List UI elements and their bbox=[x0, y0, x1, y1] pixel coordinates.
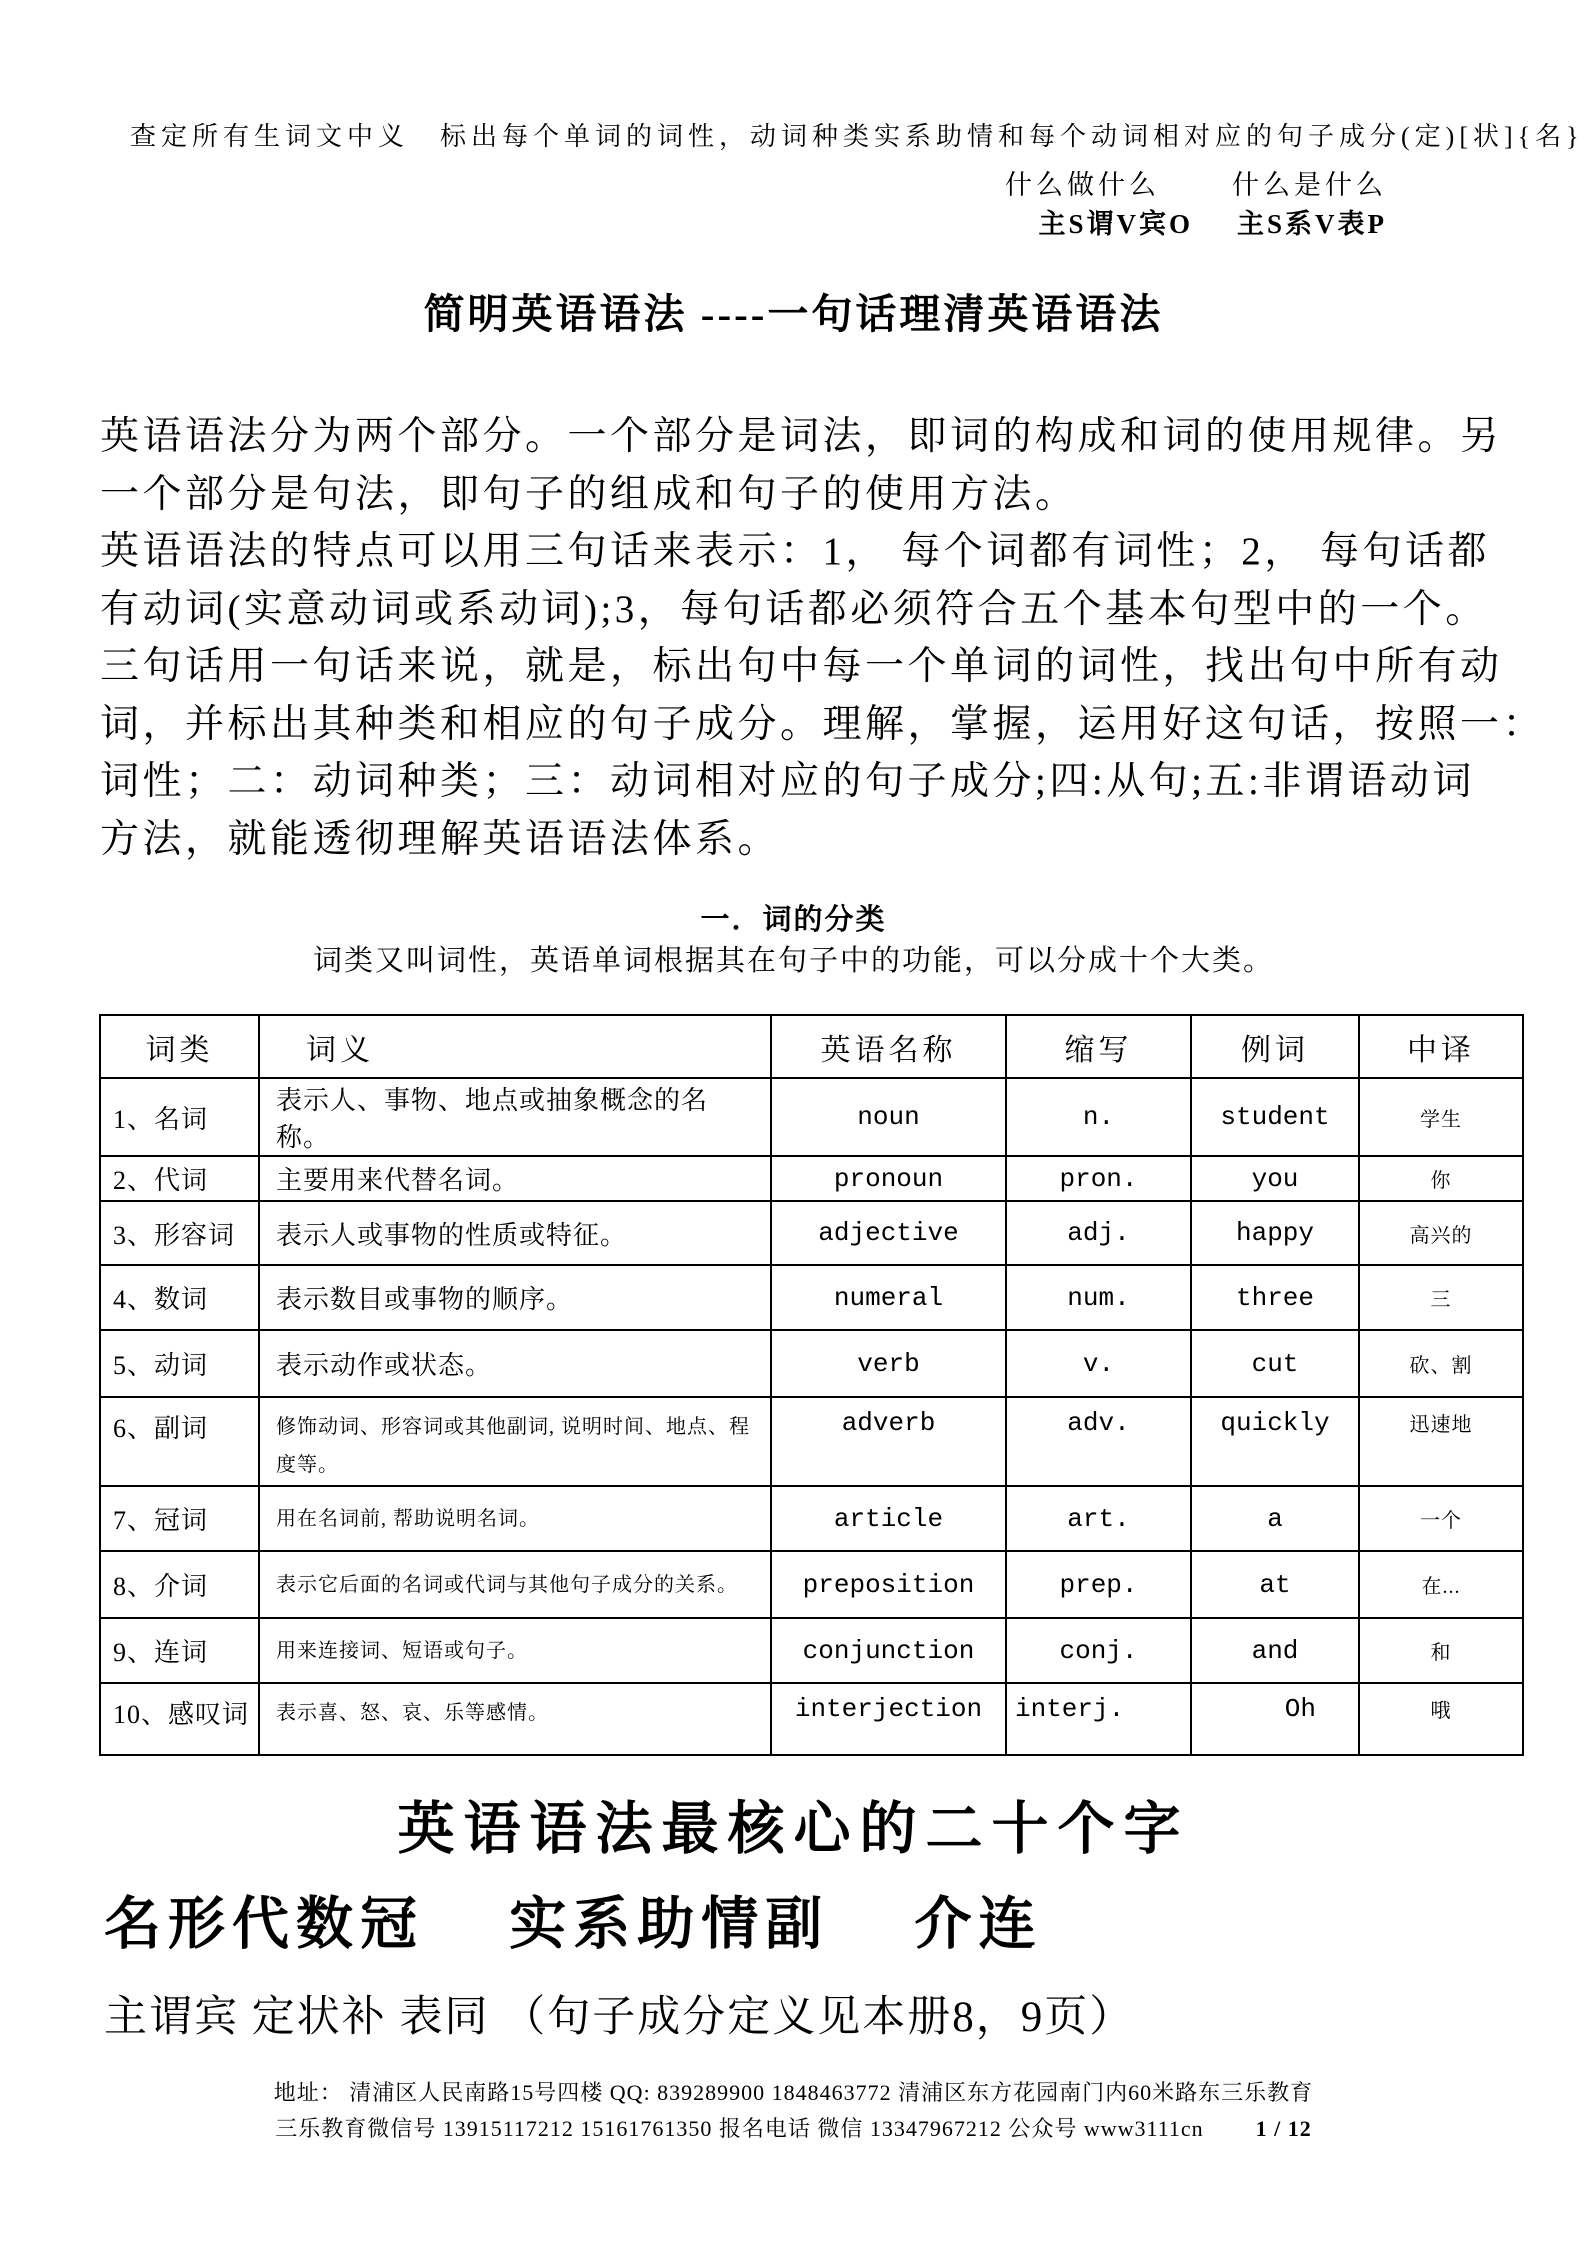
core-line-word-classes: 名形代数冠 实系助情副 介连 bbox=[104, 1893, 1043, 1956]
word-class-table bbox=[99, 1014, 1524, 1756]
cell-translation: 和 bbox=[1359, 1618, 1523, 1683]
cell-abbr: prep. bbox=[1006, 1551, 1191, 1618]
body-line: 有动词(实意动词或系动词);3，每句话都必须符合五个基本句型中的一个。 bbox=[100, 587, 1488, 631]
cell-translation: 砍、割 bbox=[1359, 1330, 1523, 1397]
cell-abbr: num. bbox=[1006, 1265, 1191, 1330]
cell-meaning: 表示动作或状态。 bbox=[259, 1330, 771, 1397]
body-line: 英语语法的特点可以用三句话来表示：1， 每个词都有词性；2， 每句话都 bbox=[100, 530, 1491, 573]
top-annotation-line1: 查定所有生词文中义 标出每个单词的词性，动词种类实系助情和每个动词相对应的句子成分(定)[状]{名} bbox=[130, 122, 1584, 151]
body-line: 词，并标出其种类和相应的句子成分。理解，掌握，运用好这句话，按照一： bbox=[100, 702, 1546, 746]
top-annotation-line2 bbox=[0, 163, 1387, 202]
cell-english: noun bbox=[771, 1078, 1006, 1156]
annotation-svp: 主S系V表P bbox=[1236, 209, 1387, 239]
cell-meaning: 表示人、事物、地点或抽象概念的名称。 bbox=[259, 1078, 771, 1156]
cell-class: 3、形容词 bbox=[100, 1201, 259, 1265]
annotation-what-does-what: 什么做什么 bbox=[1005, 170, 1160, 200]
body-line: 方法，就能透彻理解英语语法体系。 bbox=[100, 817, 781, 861]
table-row bbox=[100, 1330, 1523, 1397]
core-line-sentence-parts: 主谓宾 定状补 表同 （句子成分定义见本册8，9页） bbox=[104, 1994, 1135, 2041]
cell-translation: 高兴的 bbox=[1359, 1201, 1523, 1265]
cell-abbr: interj. bbox=[1006, 1683, 1191, 1755]
cell-english: verb bbox=[771, 1330, 1006, 1397]
core-heading: 英语语法最核心的二十个字 bbox=[397, 1798, 1190, 1861]
cell-example: happy bbox=[1191, 1201, 1359, 1265]
table-row bbox=[100, 1683, 1523, 1755]
cell-english: adverb bbox=[771, 1397, 1006, 1486]
cell-class: 4、数词 bbox=[100, 1265, 259, 1330]
cell-example: at bbox=[1191, 1551, 1359, 1618]
table-row bbox=[100, 1397, 1523, 1486]
cell-example: student bbox=[1191, 1078, 1359, 1156]
cell-translation: 学生 bbox=[1359, 1078, 1523, 1156]
cell-example: Oh bbox=[1191, 1683, 1359, 1755]
cell-abbr: adj. bbox=[1006, 1201, 1191, 1265]
cell-english: pronoun bbox=[771, 1156, 1006, 1201]
col-header-english-name: 英语名称 bbox=[771, 1015, 1006, 1078]
annotation-what-is-what: 什么是什么 bbox=[1232, 170, 1387, 200]
body-line: 一个部分是句法，即句子的组成和句子的使用方法。 bbox=[100, 472, 1078, 516]
top-annotation-line3 bbox=[0, 202, 1387, 241]
page-title: 简明英语语法 ----一句话理清英语语法 bbox=[423, 291, 1164, 337]
cell-class: 7、冠词 bbox=[100, 1486, 259, 1551]
table-row bbox=[100, 1156, 1523, 1201]
cell-english: article bbox=[771, 1486, 1006, 1551]
cell-abbr: conj. bbox=[1006, 1618, 1191, 1683]
cell-translation: 迅速地 bbox=[1359, 1397, 1523, 1486]
table-header-row bbox=[100, 1015, 1523, 1078]
cell-meaning: 修饰动词、形容词或其他副词, 说明时间、地点、程度等。 bbox=[259, 1397, 771, 1486]
cell-english: conjunction bbox=[771, 1618, 1006, 1683]
cell-english: adjective bbox=[771, 1201, 1006, 1265]
cell-abbr: v. bbox=[1006, 1330, 1191, 1397]
col-header-class: 词类 bbox=[100, 1015, 259, 1078]
intro-paragraphs bbox=[100, 408, 1546, 868]
cell-class: 8、介词 bbox=[100, 1551, 259, 1618]
col-header-abbreviation: 缩写 bbox=[1006, 1015, 1191, 1078]
footer-address-line: 地址： 清浦区人民南路15号四楼 QQ: 839289900 1848463772 清浦区东方花园南门内60米路东三乐教育 bbox=[273, 2080, 1314, 2105]
cell-class: 9、连词 bbox=[100, 1618, 259, 1683]
section-subheading: 词类又叫词性，英语单词根据其在句子中的功能，可以分成十个大类。 bbox=[312, 945, 1274, 977]
table-row bbox=[100, 1618, 1523, 1683]
footer-contact-text: 三乐教育微信号 13915117212 15161761350 报名电话 微信 13347967212 公众号 www3111cn bbox=[275, 2116, 1204, 2141]
col-header-translation: 中译 bbox=[1359, 1015, 1523, 1078]
cell-example: and bbox=[1191, 1618, 1359, 1683]
cell-example: a bbox=[1191, 1486, 1359, 1551]
cell-example: you bbox=[1191, 1156, 1359, 1201]
cell-example: quickly bbox=[1191, 1397, 1359, 1486]
cell-class: 1、名词 bbox=[100, 1078, 259, 1156]
cell-english: preposition bbox=[771, 1551, 1006, 1618]
cell-class: 5、动词 bbox=[100, 1330, 259, 1397]
table-row bbox=[100, 1201, 1523, 1265]
table-row bbox=[100, 1486, 1523, 1551]
cell-abbr: n. bbox=[1006, 1078, 1191, 1156]
cell-translation: 在... bbox=[1359, 1551, 1523, 1618]
cell-translation: 一个 bbox=[1359, 1486, 1523, 1551]
cell-translation: 哦 bbox=[1359, 1683, 1523, 1755]
cell-translation: 三 bbox=[1359, 1265, 1523, 1330]
table-row bbox=[100, 1265, 1523, 1330]
section-heading: 一．词的分类 bbox=[700, 904, 887, 936]
cell-meaning: 表示人或事物的性质或特征。 bbox=[259, 1201, 771, 1265]
cell-english: interjection bbox=[771, 1683, 1006, 1755]
body-line: 三句话用一句话来说，就是，标出句中每一个单词的词性，找出句中所有动 bbox=[100, 645, 1503, 688]
cell-meaning: 表示喜、怒、哀、乐等感情。 bbox=[259, 1683, 771, 1755]
annotation-svo: 主S谓V宾O bbox=[1038, 209, 1193, 239]
cell-example: three bbox=[1191, 1265, 1359, 1330]
cell-abbr: pron. bbox=[1006, 1156, 1191, 1201]
page-number: 1 / 12 bbox=[1255, 2116, 1312, 2141]
cell-meaning: 主要用来代替名词。 bbox=[259, 1156, 771, 1201]
cell-abbr: art. bbox=[1006, 1486, 1191, 1551]
col-header-meaning: 词义 bbox=[259, 1015, 771, 1078]
cell-english: numeral bbox=[771, 1265, 1006, 1330]
cell-meaning: 表示数目或事物的顺序。 bbox=[259, 1265, 771, 1330]
table-row bbox=[100, 1078, 1523, 1156]
table-row bbox=[100, 1551, 1523, 1618]
cell-class: 6、副词 bbox=[100, 1397, 259, 1486]
col-header-example: 例词 bbox=[1191, 1015, 1359, 1078]
cell-meaning: 用来连接词、短语或句子。 bbox=[259, 1618, 771, 1683]
cell-meaning: 表示它后面的名词或代词与其他句子成分的关系。 bbox=[259, 1551, 771, 1618]
footer-contact-line bbox=[0, 2112, 1587, 2143]
body-line: 英语语法分为两个部分。一个部分是词法，即词的构成和词的使用规律。另 bbox=[100, 415, 1503, 458]
cell-meaning: 用在名词前, 帮助说明名词。 bbox=[259, 1486, 771, 1551]
cell-abbr: adv. bbox=[1006, 1397, 1191, 1486]
body-line: 词性；二：动词种类；三：动词相对应的句子成分;四:从句;五:非谓语动词 bbox=[100, 760, 1475, 803]
cell-class: 10、感叹词 bbox=[100, 1683, 259, 1755]
cell-example: cut bbox=[1191, 1330, 1359, 1397]
cell-class: 2、代词 bbox=[100, 1156, 259, 1201]
cell-translation: 你 bbox=[1359, 1156, 1523, 1201]
